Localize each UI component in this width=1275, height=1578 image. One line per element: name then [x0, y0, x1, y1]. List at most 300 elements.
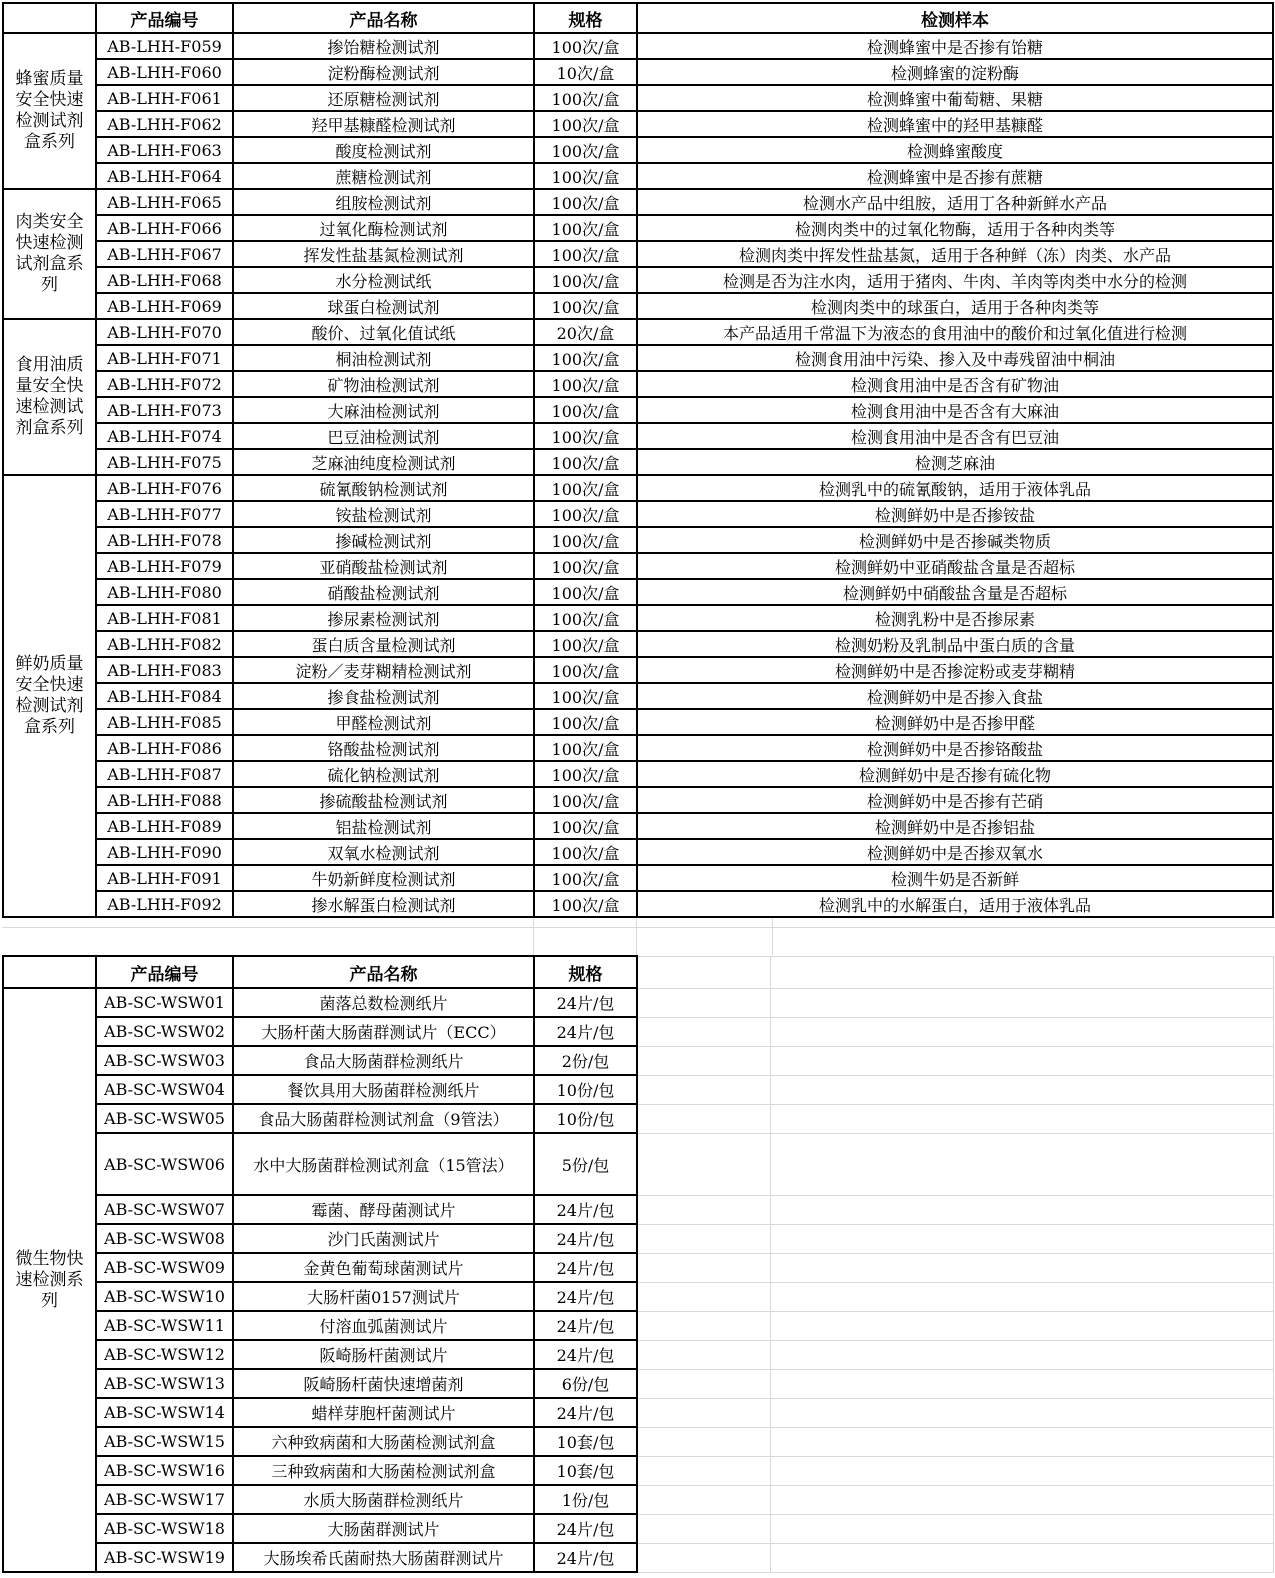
header-row — [3, 956, 1273, 988]
product-code-cell: AB-LHH-F070 — [96, 319, 233, 345]
product-code-cell: AB-LHH-F075 — [96, 449, 233, 475]
product-name-cell: 大肠菌群测试片 — [233, 1514, 534, 1543]
table-row — [3, 527, 1273, 553]
table-row — [3, 988, 1273, 1017]
ghost-cell — [637, 1075, 770, 1104]
product-code-cell: AB-SC-WSW03 — [96, 1046, 233, 1075]
spec-cell: 24片/包 — [534, 1398, 637, 1427]
table-row — [3, 371, 1273, 397]
spec-cell: 100次/盒 — [534, 813, 637, 839]
product-name-cell: 菌落总数检测纸片 — [233, 988, 534, 1017]
spec-cell: 100次/盒 — [534, 189, 637, 215]
spec-cell: 100次/盒 — [534, 501, 637, 527]
product-name-cell: 食品大肠菌群检测纸片 — [233, 1046, 534, 1075]
product-name-cell: 矿物油检测试剂 — [233, 371, 534, 397]
ghost-cell — [770, 1017, 1273, 1046]
product-name-cell: 还原糖检测试剂 — [233, 85, 534, 111]
product-code-cell: AB-LHH-F091 — [96, 865, 233, 891]
table-row — [3, 709, 1273, 735]
sample-cell: 检测乳中的水解蛋白，适用于液体乳品 — [637, 891, 1273, 917]
spec-cell: 10套/包 — [534, 1456, 637, 1485]
header-cell-code: 产品编号 — [96, 3, 233, 33]
product-name-cell: 芝麻油纯度检测试剂 — [233, 449, 534, 475]
product-name-cell: 掺碱检测试剂 — [233, 527, 534, 553]
product-name-cell: 淀粉酶检测试剂 — [233, 59, 534, 85]
sample-cell: 检测鲜奶中亚硝酸盐含量是否超标 — [637, 553, 1273, 579]
spec-cell: 20次/盒 — [534, 319, 637, 345]
sample-cell: 检测鲜奶中是否掺双氧水 — [637, 839, 1273, 865]
spec-cell: 100次/盒 — [534, 865, 637, 891]
product-name-cell: 淀粉／麦芽糊精检测试剂 — [233, 657, 534, 683]
product-code-cell: AB-LHH-F089 — [96, 813, 233, 839]
ghost-cell — [637, 1427, 770, 1456]
spec-cell: 100次/盒 — [534, 605, 637, 631]
product-name-cell: 金黄色葡萄球菌测试片 — [233, 1253, 534, 1282]
sample-cell: 检测鲜奶中是否掺铬酸盐 — [637, 735, 1273, 761]
product-code-cell: AB-LHH-F072 — [96, 371, 233, 397]
spec-cell: 2份/包 — [534, 1046, 637, 1075]
table-row — [3, 1017, 1273, 1046]
table-row — [3, 397, 1273, 423]
spec-cell: 1份/包 — [534, 1485, 637, 1514]
product-code-cell: AB-SC-WSW04 — [96, 1075, 233, 1104]
spec-cell: 100次/盒 — [534, 527, 637, 553]
table-row — [3, 33, 1273, 59]
ghost-cell — [770, 1046, 1273, 1075]
product-code-cell: AB-LHH-F085 — [96, 709, 233, 735]
table-row — [3, 345, 1273, 371]
product-code-cell: AB-LHH-F071 — [96, 345, 233, 371]
product-name-cell: 三种致病菌和大肠菌检测试剂盒 — [233, 1456, 534, 1485]
product-code-cell: AB-LHH-F059 — [96, 33, 233, 59]
product-code-cell: AB-SC-WSW06 — [96, 1133, 233, 1195]
ghost-cell — [637, 1253, 770, 1282]
table-row — [3, 839, 1273, 865]
product-code-cell: AB-LHH-F082 — [96, 631, 233, 657]
table-row — [3, 683, 1273, 709]
product-name-cell: 双氧水检测试剂 — [233, 839, 534, 865]
spec-cell: 100次/盒 — [534, 761, 637, 787]
product-code-cell: AB-LHH-F086 — [96, 735, 233, 761]
spec-cell: 100次/盒 — [534, 891, 637, 917]
spec-cell: 10份/包 — [534, 1104, 637, 1133]
product-code-cell: AB-SC-WSW09 — [96, 1253, 233, 1282]
sample-cell: 本产品适用千常温下为液态的食用油中的酸价和过氧化值进行检测 — [637, 319, 1273, 345]
spec-cell: 100次/盒 — [534, 787, 637, 813]
table-row — [3, 293, 1273, 319]
table-row — [3, 1282, 1273, 1311]
corner-cell — [3, 3, 96, 33]
sample-cell: 检测食用油中是否含有巴豆油 — [637, 423, 1273, 449]
ghost-cell — [637, 1224, 770, 1253]
product-name-cell: 硝酸盐检测试剂 — [233, 579, 534, 605]
product-name-cell: 铵盐检测试剂 — [233, 501, 534, 527]
ghost-cell — [637, 988, 770, 1017]
ghost-cell — [770, 1224, 1273, 1253]
product-code-cell: AB-SC-WSW17 — [96, 1485, 233, 1514]
table-row — [3, 475, 1273, 501]
product-code-cell: AB-SC-WSW15 — [96, 1427, 233, 1456]
table-row — [3, 1427, 1273, 1456]
ghost-cell — [637, 1311, 770, 1340]
product-name-cell: 过氧化酶检测试剂 — [233, 215, 534, 241]
spec-cell: 24片/包 — [534, 1224, 637, 1253]
sample-cell: 检测肉类中挥发性盐基氮，适用于各种鲜（冻）肉类、水产品 — [637, 241, 1273, 267]
table-row — [3, 1369, 1273, 1398]
header-cell-spec: 规格 — [534, 3, 637, 33]
spec-cell: 10份/包 — [534, 1075, 637, 1104]
sample-cell: 检测鲜奶中是否掺有硫化物 — [637, 761, 1273, 787]
ghost-cell — [770, 1104, 1273, 1133]
product-name-cell: 亚硝酸盐检测试剂 — [233, 553, 534, 579]
spec-cell: 100次/盒 — [534, 345, 637, 371]
spec-cell: 100次/盒 — [534, 163, 637, 189]
table-row — [3, 631, 1273, 657]
product-code-cell: AB-LHH-F088 — [96, 787, 233, 813]
product-code-cell: AB-LHH-F068 — [96, 267, 233, 293]
ghost-cell — [770, 1543, 1273, 1572]
spec-cell: 6份/包 — [534, 1369, 637, 1398]
table-row — [3, 1104, 1273, 1133]
ghost-cell — [637, 1133, 770, 1195]
table-row — [3, 735, 1273, 761]
sample-cell: 检测鲜奶中是否掺甲醛 — [637, 709, 1273, 735]
product-code-cell: AB-SC-WSW13 — [96, 1369, 233, 1398]
spec-cell: 24片/包 — [534, 988, 637, 1017]
spec-cell: 100次/盒 — [534, 553, 637, 579]
table-row — [3, 1485, 1273, 1514]
table-row — [3, 813, 1273, 839]
product-code-cell: AB-LHH-F066 — [96, 215, 233, 241]
table-row — [3, 137, 1273, 163]
product-name-cell: 大肠杆菌大肠菌群测试片（ECC） — [233, 1017, 534, 1046]
table-row — [3, 319, 1273, 345]
sample-cell: 检测食用油中是否含有矿物油 — [637, 371, 1273, 397]
sample-cell: 检测鲜奶中是否掺铵盐 — [637, 501, 1273, 527]
table-row — [3, 1133, 1273, 1195]
product-name-cell: 阪崎肠杆菌测试片 — [233, 1340, 534, 1369]
ghost-cell — [770, 1195, 1273, 1224]
product-name-cell: 硫氰酸钠检测试剂 — [233, 475, 534, 501]
table-row — [3, 449, 1273, 475]
ghost-cell — [770, 956, 1273, 988]
sample-cell: 检测蜂蜜中葡萄糖、果糖 — [637, 85, 1273, 111]
table-row — [3, 865, 1273, 891]
header-cell-sample: 检测样本 — [637, 3, 1273, 33]
table-row — [3, 787, 1273, 813]
group-label-text: 蜂蜜质量安全快速检测试剂盒系列 — [15, 69, 84, 152]
table-row — [3, 267, 1273, 293]
product-name-cell: 掺水解蛋白检测试剂 — [233, 891, 534, 917]
table-row — [3, 423, 1273, 449]
ghost-cell — [637, 1485, 770, 1514]
table-row — [3, 85, 1273, 111]
sample-cell: 检测蜂蜜的淀粉酶 — [637, 59, 1273, 85]
spec-cell: 100次/盒 — [534, 657, 637, 683]
product-code-cell: AB-LHH-F069 — [96, 293, 233, 319]
group-label-text: 肉类安全快速检测试剂盒系列 — [15, 212, 84, 295]
product-code-cell: AB-LHH-F080 — [96, 579, 233, 605]
table-row — [3, 1456, 1273, 1485]
product-name-cell: 甲醛检测试剂 — [233, 709, 534, 735]
ghost-cell — [770, 1369, 1273, 1398]
header-cell-name: 产品名称 — [233, 956, 534, 988]
group-label — [3, 189, 96, 319]
header-cell-code: 产品编号 — [96, 956, 233, 988]
table-row — [3, 1075, 1273, 1104]
product-name-cell: 蔗糖检测试剂 — [233, 163, 534, 189]
spec-cell: 100次/盒 — [534, 423, 637, 449]
product-code-cell: AB-LHH-F062 — [96, 111, 233, 137]
ghost-cell — [770, 1398, 1273, 1427]
sample-cell: 检测食用油中是否含有大麻油 — [637, 397, 1273, 423]
header-cell-name: 产品名称 — [233, 3, 534, 33]
group-label-text: 鲜奶质量安全快速检测试剂盒系列 — [15, 654, 84, 737]
sample-cell: 检测鲜奶中硝酸盐含量是否超标 — [637, 579, 1273, 605]
sample-cell: 检测芝麻油 — [637, 449, 1273, 475]
spec-cell: 24片/包 — [534, 1543, 637, 1572]
spec-cell: 24片/包 — [534, 1311, 637, 1340]
spec-cell: 100次/盒 — [534, 631, 637, 657]
spec-cell: 100次/盒 — [534, 475, 637, 501]
product-code-cell: AB-SC-WSW12 — [96, 1340, 233, 1369]
product-code-cell: AB-LHH-F092 — [96, 891, 233, 917]
product-name-cell: 牛奶新鲜度检测试剂 — [233, 865, 534, 891]
product-code-cell: AB-LHH-F081 — [96, 605, 233, 631]
ghost-cell — [770, 1485, 1273, 1514]
product-table-reagents — [2, 2, 1274, 918]
table-row — [3, 1398, 1273, 1427]
product-name-cell: 蜡样芽胞杆菌测试片 — [233, 1398, 534, 1427]
ghost-cell — [770, 1311, 1273, 1340]
spec-cell: 100次/盒 — [534, 709, 637, 735]
spec-cell: 100次/盒 — [534, 683, 637, 709]
spec-cell: 100次/盒 — [534, 33, 637, 59]
sheet-gap-gridlines — [2, 918, 1275, 955]
sample-cell: 检测是否为注水肉，适用于猪肉、牛肉、羊肉等肉类中水分的检测 — [637, 267, 1273, 293]
product-code-cell: AB-SC-WSW01 — [96, 988, 233, 1017]
header-row — [3, 3, 1273, 33]
ghost-cell — [770, 1075, 1273, 1104]
product-name-cell: 掺食盐检测试剂 — [233, 683, 534, 709]
sample-cell: 检测肉类中的球蛋白，适用于各种肉类等 — [637, 293, 1273, 319]
ghost-cell — [770, 1253, 1273, 1282]
spec-cell: 24片/包 — [534, 1340, 637, 1369]
product-name-cell: 巴豆油检测试剂 — [233, 423, 534, 449]
ghost-cell — [770, 1340, 1273, 1369]
product-name-cell: 酸度检测试剂 — [233, 137, 534, 163]
product-code-cell: AB-LHH-F073 — [96, 397, 233, 423]
product-code-cell: AB-SC-WSW11 — [96, 1311, 233, 1340]
ghost-cell — [770, 1427, 1273, 1456]
ghost-cell — [637, 1543, 770, 1572]
ghost-cell — [637, 1514, 770, 1543]
table-row — [3, 1543, 1273, 1572]
product-name-cell: 水分检测试纸 — [233, 267, 534, 293]
product-code-cell: AB-LHH-F061 — [96, 85, 233, 111]
spec-cell: 100次/盒 — [534, 579, 637, 605]
product-code-cell: AB-LHH-F060 — [96, 59, 233, 85]
sample-cell: 检测蜂蜜中的羟甲基糠醛 — [637, 111, 1273, 137]
ghost-cell — [770, 1133, 1273, 1195]
product-code-cell: AB-SC-WSW16 — [96, 1456, 233, 1485]
product-code-cell: AB-SC-WSW08 — [96, 1224, 233, 1253]
spec-cell: 10次/盒 — [534, 59, 637, 85]
spec-cell: 100次/盒 — [534, 371, 637, 397]
spec-cell: 100次/盒 — [534, 85, 637, 111]
table-row — [3, 657, 1273, 683]
sample-cell: 检测鲜奶中是否掺淀粉或麦芽糊精 — [637, 657, 1273, 683]
product-name-cell: 付溶血弧菌测试片 — [233, 1311, 534, 1340]
table-row — [3, 189, 1273, 215]
ghost-cell — [637, 1340, 770, 1369]
header-cell-spec: 规格 — [534, 956, 637, 988]
table-row — [3, 215, 1273, 241]
ghost-cell — [637, 1046, 770, 1075]
sample-cell: 检测蜂蜜中是否掺有饴糖 — [637, 33, 1273, 59]
product-name-cell: 组胺检测试剂 — [233, 189, 534, 215]
product-code-cell: AB-LHH-F078 — [96, 527, 233, 553]
sample-cell: 检测肉类中的过氧化物酶，适用于各种肉类等 — [637, 215, 1273, 241]
product-name-cell: 掺硫酸盐检测试剂 — [233, 787, 534, 813]
product-name-cell: 桐油检测试剂 — [233, 345, 534, 371]
ghost-cell — [770, 988, 1273, 1017]
product-name-cell: 球蛋白检测试剂 — [233, 293, 534, 319]
ghost-cell — [770, 1456, 1273, 1485]
table-row — [3, 1046, 1273, 1075]
ghost-cell — [770, 1514, 1273, 1543]
product-code-cell: AB-LHH-F065 — [96, 189, 233, 215]
spec-cell: 100次/盒 — [534, 241, 637, 267]
spec-cell: 5份/包 — [534, 1133, 637, 1195]
product-code-cell: AB-SC-WSW19 — [96, 1543, 233, 1572]
spec-cell: 24片/包 — [534, 1282, 637, 1311]
corner-cell — [3, 956, 96, 988]
product-code-cell: AB-LHH-F079 — [96, 553, 233, 579]
spec-cell: 100次/盒 — [534, 267, 637, 293]
product-code-cell: AB-LHH-F074 — [96, 423, 233, 449]
spec-cell: 24片/包 — [534, 1195, 637, 1224]
product-name-cell: 餐饮具用大肠菌群检测纸片 — [233, 1075, 534, 1104]
product-name-cell: 羟甲基糠醛检测试剂 — [233, 111, 534, 137]
spec-cell: 100次/盒 — [534, 293, 637, 319]
product-code-cell: AB-SC-WSW02 — [96, 1017, 233, 1046]
spec-cell: 100次/盒 — [534, 735, 637, 761]
sample-cell: 检测牛奶是否新鲜 — [637, 865, 1273, 891]
product-code-cell: AB-LHH-F087 — [96, 761, 233, 787]
product-code-cell: AB-LHH-F083 — [96, 657, 233, 683]
group-label — [3, 319, 96, 475]
table-row — [3, 111, 1273, 137]
ghost-cell — [637, 1456, 770, 1485]
table-row — [3, 579, 1273, 605]
product-code-cell: AB-SC-WSW14 — [96, 1398, 233, 1427]
sample-cell: 检测乳中的硫氰酸钠，适用于液体乳品 — [637, 475, 1273, 501]
table-row — [3, 1514, 1273, 1543]
group-label — [3, 988, 96, 1572]
sample-cell: 检测水产品中组胺，适用丁各种新鲜水产品 — [637, 189, 1273, 215]
table-row — [3, 163, 1273, 189]
group-label — [3, 33, 96, 189]
ghost-cell — [637, 1369, 770, 1398]
spec-cell: 24片/包 — [534, 1253, 637, 1282]
product-code-cell: AB-LHH-F063 — [96, 137, 233, 163]
table-row — [3, 891, 1273, 917]
product-code-cell: AB-LHH-F090 — [96, 839, 233, 865]
product-name-cell: 大肠埃希氏菌耐热大肠菌群测试片 — [233, 1543, 534, 1572]
product-name-cell: 水质大肠菌群检测纸片 — [233, 1485, 534, 1514]
spec-cell: 100次/盒 — [534, 449, 637, 475]
sample-cell: 检测蜂蜜酸度 — [637, 137, 1273, 163]
table-row — [3, 241, 1273, 267]
spec-cell: 24片/包 — [534, 1017, 637, 1046]
group-label-text: 微生物快速检测系列 — [15, 1248, 84, 1311]
table-row — [3, 605, 1273, 631]
product-code-cell: AB-LHH-F076 — [96, 475, 233, 501]
product-name-cell: 沙门氏菌测试片 — [233, 1224, 534, 1253]
table-row — [3, 1253, 1273, 1282]
sample-cell: 检测食用油中污染、掺入及中毒残留油中桐油 — [637, 345, 1273, 371]
group-label-text: 食用油质量安全快速检测试剂盒系列 — [15, 355, 84, 438]
spec-cell: 100次/盒 — [534, 137, 637, 163]
ghost-cell — [637, 956, 770, 988]
product-name-cell: 阪崎肠杆菌快速增菌剂 — [233, 1369, 534, 1398]
product-code-cell: AB-LHH-F084 — [96, 683, 233, 709]
group-label — [3, 475, 96, 917]
product-name-cell: 掺尿素检测试剂 — [233, 605, 534, 631]
ghost-cell — [637, 1017, 770, 1046]
product-code-cell: AB-LHH-F064 — [96, 163, 233, 189]
product-name-cell: 霉菌、酵母菌测试片 — [233, 1195, 534, 1224]
spec-cell: 100次/盒 — [534, 111, 637, 137]
product-name-cell: 铬酸盐检测试剂 — [233, 735, 534, 761]
table-row — [3, 1224, 1273, 1253]
table-row — [3, 501, 1273, 527]
table-row — [3, 59, 1273, 85]
table-row — [3, 553, 1273, 579]
table-row — [3, 1340, 1273, 1369]
sample-cell: 检测鲜奶中是否掺碱类物质 — [637, 527, 1273, 553]
product-code-cell: AB-LHH-F077 — [96, 501, 233, 527]
table-row — [3, 1311, 1273, 1340]
product-name-cell: 酸价、过氧化值试纸 — [233, 319, 534, 345]
product-code-cell: AB-LHH-F067 — [96, 241, 233, 267]
table-row — [3, 761, 1273, 787]
product-code-cell: AB-SC-WSW10 — [96, 1282, 233, 1311]
product-table-microbio — [2, 955, 1274, 1573]
sample-cell: 检测鲜奶中是否掺入食盐 — [637, 683, 1273, 709]
table-row — [3, 1195, 1273, 1224]
product-code-cell: AB-SC-WSW07 — [96, 1195, 233, 1224]
sample-cell: 检测鲜奶中是否掺铝盐 — [637, 813, 1273, 839]
product-name-cell: 蛋白质含量检测试剂 — [233, 631, 534, 657]
product-name-cell: 掺饴糖检测试剂 — [233, 33, 534, 59]
product-name-cell: 大麻油检测试剂 — [233, 397, 534, 423]
product-name-cell: 食品大肠菌群检测试剂盒（9管法） — [233, 1104, 534, 1133]
ghost-cell — [637, 1104, 770, 1133]
sample-cell: 检测鲜奶中是否掺有芒硝 — [637, 787, 1273, 813]
product-name-cell: 六种致病菌和大肠菌检测试剂盒 — [233, 1427, 534, 1456]
spec-cell: 100次/盒 — [534, 215, 637, 241]
ghost-cell — [637, 1282, 770, 1311]
sample-cell: 检测奶粉及乳制品中蛋白质的含量 — [637, 631, 1273, 657]
spec-cell: 10套/包 — [534, 1427, 637, 1456]
sample-cell: 检测蜂蜜中是否掺有蔗糖 — [637, 163, 1273, 189]
ghost-cell — [770, 1282, 1273, 1311]
product-name-cell: 大肠杆菌0157测试片 — [233, 1282, 534, 1311]
ghost-cell — [637, 1195, 770, 1224]
spec-cell: 24片/包 — [534, 1514, 637, 1543]
